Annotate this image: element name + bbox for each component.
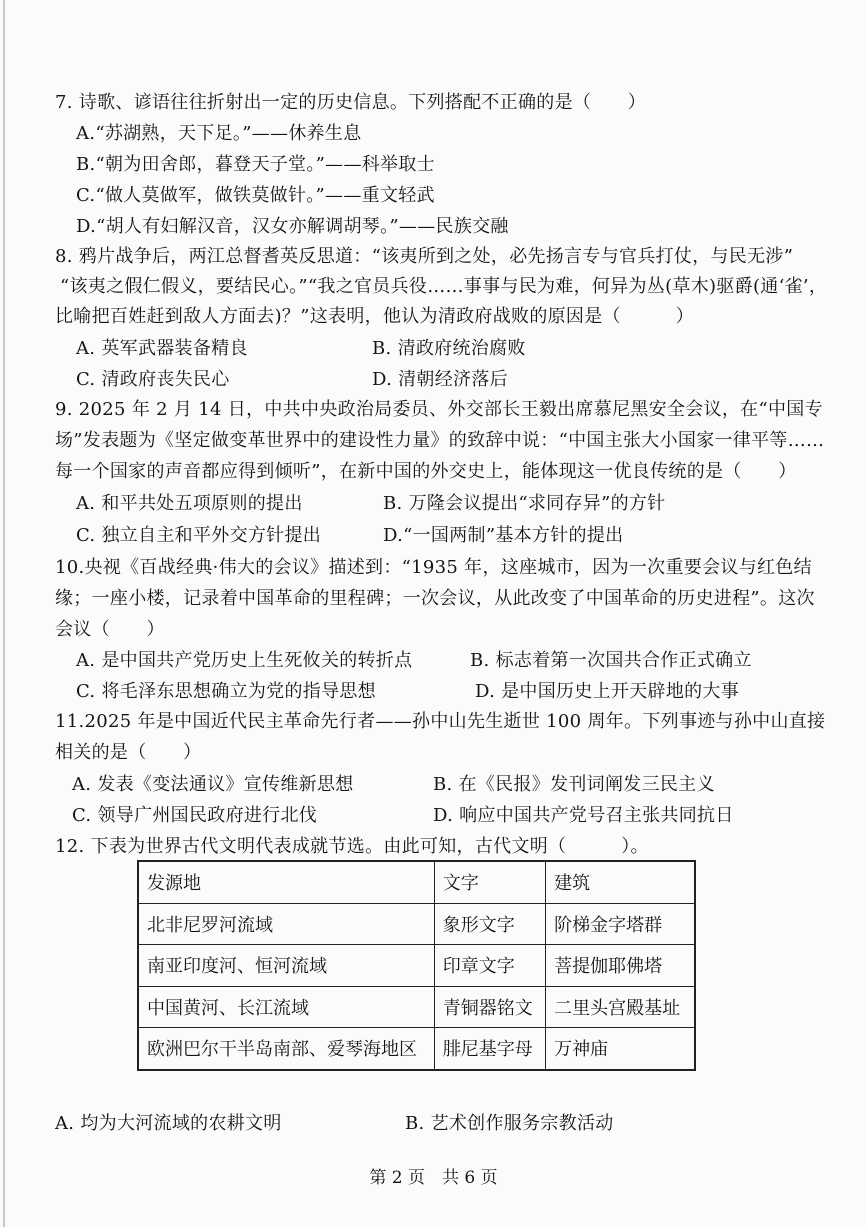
question-9-stem-line-2: 场”发表题为《坚定做变革世界中的建设性力量》的致辞中说：“中国主张大小国家一律平等……: [55, 430, 825, 451]
question-10-stem-line-2: 缘；一座小楼，记录着中国革命的里程碑；一次会议，从此改变了中国革命的历史进程”。这次: [55, 588, 815, 609]
table-cell: 万神庙: [546, 1028, 695, 1070]
question-10-option-a: A. 是中国共产党历史上生死攸关的转折点: [76, 650, 413, 671]
table-cell: 印章文字: [434, 945, 545, 987]
table-cell: 象形文字: [434, 903, 545, 945]
table-header-row: [138, 861, 695, 903]
question-10-option-c: C. 将毛泽东思想确立为党的指导思想: [76, 681, 376, 702]
table-row: [138, 903, 695, 945]
question-7-option-d: D.“胡人有妇解汉音，汉女亦解调胡琴。”——民族交融: [76, 216, 509, 237]
table-cell: 青铜器铭文: [434, 986, 545, 1028]
table-cell: 二里头宫殿基址: [546, 986, 695, 1028]
question-10-option-b: B. 标志着第一次国共合作正式确立: [470, 650, 752, 671]
question-7-option-c: C.“做人莫做军，做铁莫做针。”——重文轻武: [76, 185, 435, 206]
question-9-option-b: B. 万隆会议提出“求同存异”的方针: [383, 493, 666, 514]
table-cell: 南亚印度河、恒河流域: [138, 945, 434, 987]
page-edge-line: [3, 0, 5, 1227]
question-12-option-b: B. 艺术创作服务宗教活动: [405, 1113, 614, 1134]
question-7-option-a: A.“苏湖熟，天下足。”——休养生息: [76, 123, 362, 144]
table-cell: 欧洲巴尔干半岛南部、爱琴海地区: [138, 1028, 434, 1070]
question-11-option-c: C. 领导广州国民政府进行北伐: [72, 805, 318, 826]
table-cell: 阶梯金字塔群: [546, 903, 695, 945]
question-9-option-d: D.“一国两制”基本方针的提出: [383, 525, 624, 546]
question-11-option-b: B. 在《民报》发刊词阐发三民主义: [433, 774, 715, 795]
table-cell: 中国黄河、长江流域: [138, 986, 434, 1028]
question-12-stem: 12. 下表为世界古代文明代表成就节选。由此可知，古代文明（ ）。: [55, 836, 649, 857]
table-cell: 腓尼基字母: [434, 1028, 545, 1070]
question-7-stem: 7. 诗歌、谚语往往折射出一定的历史信息。下列搭配不正确的是（ ）: [55, 92, 647, 113]
question-11-stem-line-2: 相关的是（ ）: [55, 742, 202, 763]
page-number-footer: 第 2 页 共 6 页: [369, 1168, 498, 1188]
question-10-option-d: D. 是中国历史上开天辟地的大事: [475, 681, 740, 702]
question-11-option-d: D. 响应中国共产党号召主张共同抗日: [433, 805, 734, 826]
question-9-option-a: A. 和平共处五项原则的提出: [76, 493, 303, 514]
question-9-stem-line-3: 每一个国家的声音都应得到倾听”，在新中国的外交史上，能体现这一优良传统的是（ ）: [55, 461, 797, 482]
table-row: [138, 945, 695, 987]
question-10-stem-line-1: 10.央视《百战经典·伟大的会议》描述到：“1935 年，这座城市，因为一次重要会议与红色结: [55, 557, 812, 578]
question-8-option-c: C. 清政府丧失民心: [76, 369, 230, 390]
table-cell: 菩提伽耶佛塔: [546, 945, 695, 987]
table-row: [138, 986, 695, 1028]
question-8-option-d: D. 清朝经济落后: [372, 369, 508, 390]
question-11-stem-line-1: 11.2025 年是中国近代民主革命先行者——孙中山先生逝世 100 周年。下列事迹与孙中山直接: [55, 711, 826, 732]
civilization-table: [137, 860, 696, 1071]
table-header-cell: 建筑: [546, 861, 695, 903]
question-7-option-b: B.“朝为田舍郎，暮登天子堂。”——科举取士: [76, 154, 435, 175]
question-8-stem-line-1: 8. 鸦片战争后，两江总督耆英反思道：“该夷所到之处，必先扬言专与官兵打仗，与民无涉”: [55, 246, 794, 267]
question-9-option-c: C. 独立自主和平外交方针提出: [76, 525, 322, 546]
question-10-stem-line-3: 会议（ ）: [55, 619, 165, 640]
question-9-stem-line-1: 9. 2025 年 2 月 14 日，中共中央政治局委员、外交部长王毅出席慕尼黑安全会议，在“中国专: [55, 399, 823, 420]
question-12-option-a: A. 均为大河流域的农耕文明: [55, 1113, 282, 1134]
question-8-stem-line-2: “该夷之假仁假义，要结民心。”“我之官员兵役……事事与民为难，何异为丛(草木)驱爵(通‘雀’，: [60, 276, 828, 297]
question-8-option-b: B. 清政府统治腐败: [372, 338, 526, 359]
table-cell: 北非尼罗河流域: [138, 903, 434, 945]
table-header-cell: 文字: [434, 861, 545, 903]
question-11-option-a: A. 发表《变法通议》宣传维新思想: [72, 774, 354, 795]
question-8-stem-line-3: 比喻把百姓赶到敌人方面去)？”这表明，他认为清政府战败的原因是（ ）: [55, 306, 695, 327]
question-8-option-a: A. 英军武器装备精良: [76, 338, 248, 359]
table-header-cell: 发源地: [138, 861, 434, 903]
table-row: [138, 1028, 695, 1070]
